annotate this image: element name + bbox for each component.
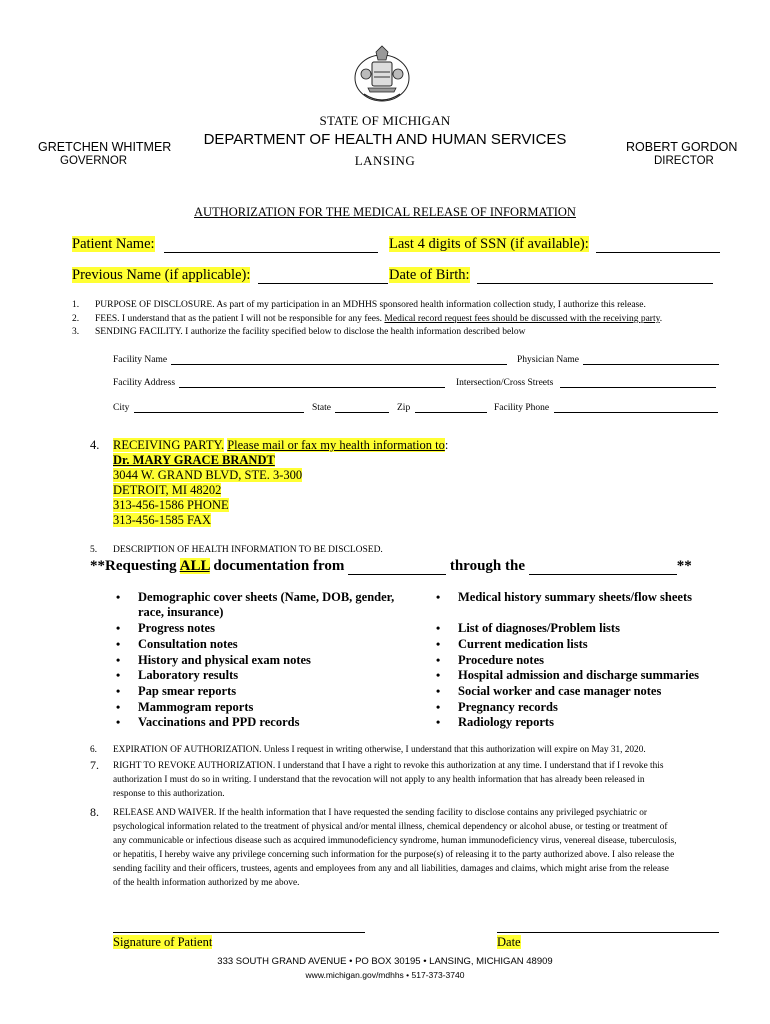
signature-field[interactable] — [113, 932, 365, 933]
item-2-text-underlined: Medical record request fees should be discussed with the receiving party — [384, 314, 660, 324]
receiving-phone: 313-456-1586 PHONE — [113, 498, 229, 512]
governor-name: GRETCHEN WHITMER — [38, 140, 172, 154]
bullet-dot-icon: • — [436, 684, 441, 698]
bullet-dot-icon: • — [116, 590, 121, 604]
form-title: AUTHORIZATION FOR THE MEDICAL RELEASE OF INFORMATION — [194, 205, 576, 219]
bullet-item: • Medical history summary sheets/flow sheets — [436, 590, 692, 604]
bullet-dot-icon: • — [116, 637, 121, 651]
item-2-num: 2. — [72, 314, 80, 324]
facility-phone-row — [494, 403, 718, 413]
intersection-row — [456, 378, 716, 388]
item-8-line: of the health information authorized by me above. — [113, 878, 300, 888]
state-label: State — [312, 403, 331, 413]
request-prefix: **Requesting — [90, 558, 180, 574]
left-bullet-list — [116, 590, 428, 740]
item-3-num: 3. — [72, 327, 80, 337]
receiving-party-instruction: Please mail or fax my health information to — [227, 438, 445, 452]
item-4-num: 4. — [90, 438, 100, 452]
facility-address-row — [113, 378, 445, 388]
item-6-num: 6. — [90, 745, 97, 755]
receiving-doctor-name: Dr. MARY GRACE BRANDT — [113, 453, 275, 467]
bullet-dot-icon: • — [116, 700, 121, 714]
item-2-text — [95, 314, 662, 324]
date-field[interactable] — [497, 932, 719, 933]
bullet-item: • Mammogram reports — [116, 700, 254, 714]
bullet-item: • Laboratory results — [116, 668, 239, 682]
zip-field[interactable] — [415, 412, 487, 413]
city-row — [113, 403, 304, 413]
city-field[interactable] — [134, 412, 304, 413]
ssn-field[interactable] — [596, 252, 720, 253]
previous-name-field[interactable] — [258, 283, 388, 284]
item-5-num: 5. — [90, 545, 98, 555]
previous-name-row — [72, 267, 388, 284]
director-name: ROBERT GORDON — [626, 140, 738, 154]
request-line — [90, 558, 692, 575]
item-1-text: PURPOSE OF DISCLOSURE. As part of my participation in an MDHHS sponsored health information collection study, I authorize this release. — [95, 300, 646, 310]
dob-field[interactable] — [477, 283, 713, 284]
patient-name-row — [72, 236, 378, 253]
item-3-text: SENDING FACILITY. I authorize the facility specified below to disclose the health information described below — [95, 327, 526, 337]
bullet-item: • Vaccinations and PPD records — [116, 715, 300, 729]
right-bullet-list — [436, 590, 748, 740]
receiving-party-line — [113, 438, 448, 453]
bullet-item: • Hospital admission and discharge summaries — [436, 668, 700, 682]
michigan-state-seal-icon — [346, 42, 418, 110]
item-8-text — [113, 806, 677, 890]
intersection-label: Intersection/Cross Streets — [456, 378, 554, 388]
city-label: City — [113, 403, 130, 413]
item-7-text — [113, 759, 663, 801]
footer-contact: www.michigan.gov/mdhhs • 517-373-3740 — [305, 970, 465, 980]
request-through-date-field[interactable] — [529, 574, 677, 575]
bullet-dot-icon: • — [436, 637, 441, 651]
department-heading: DEPARTMENT OF HEALTH AND HUMAN SERVICES — [203, 131, 567, 148]
item-8-line: psychological information related to the treatment of physical and/or mental illness, chemical dependency or alcohol abuse, or testing or treatment of — [113, 822, 668, 832]
bullet-item: • History and physical exam notes — [116, 653, 311, 667]
patient-name-label: Patient Name: — [72, 236, 155, 252]
physician-name-label: Physician Name — [517, 355, 580, 365]
facility-name-label: Facility Name — [113, 355, 168, 365]
footer-address: 333 SOUTH GRAND AVENUE • PO BOX 30195 • LANSING, MICHIGAN 48909 — [217, 956, 553, 967]
bullet-item: • Pap smear reports — [116, 684, 237, 698]
item-8-line: any communicable or infectious disease such as acquired immunodeficiency syndrome, human immunodeficiency virus, venereal disease, tuberculosis, — [113, 836, 677, 846]
receiving-party-block — [113, 438, 448, 528]
request-all: ALL — [179, 558, 210, 574]
item-7-line: RIGHT TO REVOKE AUTHORIZATION. I understand that I have a right to revoke this authorization at any time. I understand that if I revoke this — [113, 761, 664, 771]
state-field[interactable] — [335, 412, 389, 413]
bullet-item: • Pregnancy records — [436, 700, 558, 714]
item-7-line: authorization I must do so in writing. I understand that the revocation will not apply to any health information that has already been released in — [113, 775, 645, 785]
bullet-item: • Radiology reports — [436, 715, 554, 729]
request-from-date-field[interactable] — [348, 574, 446, 575]
receiving-fax: 313-456-1585 FAX — [113, 513, 212, 527]
bullet-dot-icon: • — [436, 700, 441, 714]
item-7-num: 7. — [90, 758, 99, 772]
bullet-dot-icon: • — [116, 668, 121, 682]
zip-row — [397, 403, 487, 413]
previous-name-label: Previous Name (if applicable): — [72, 267, 251, 283]
item-2-text-a: FEES. I understand that as the patient I will not be responsible for any fees. — [95, 314, 385, 324]
facility-phone-field[interactable] — [554, 412, 718, 413]
bullet-dot-icon: • — [116, 715, 121, 729]
physician-name-row — [517, 355, 719, 365]
request-suffix: ** — [676, 558, 692, 574]
date-label: Date — [497, 935, 521, 949]
bullet-item: • Current medication lists — [436, 637, 588, 651]
receiving-party-label: RECEIVING PARTY. — [113, 438, 225, 452]
bullet-item: • List of diagnoses/Problem lists — [436, 621, 620, 635]
item-5-text: DESCRIPTION OF HEALTH INFORMATION TO BE DISCLOSED. — [113, 545, 383, 555]
bullet-dot-icon: • — [116, 684, 121, 698]
dob-row — [389, 267, 713, 284]
request-from: documentation from — [209, 558, 345, 574]
bullet-item: • Procedure notes — [436, 653, 544, 667]
bullet-item: • Social worker and case manager notes — [436, 684, 662, 698]
zip-label: Zip — [397, 403, 411, 413]
item-8-line: RELEASE AND WAIVER. If the health information that I have requested the sending facility to disclose contains any privileged psychiatric or — [113, 808, 648, 818]
ssn-row — [389, 236, 720, 253]
bullet-dot-icon: • — [116, 653, 121, 667]
intersection-field[interactable] — [560, 387, 716, 388]
bullet-dot-icon: • — [436, 621, 441, 635]
dob-label: Date of Birth: — [389, 267, 470, 283]
facility-address-label: Facility Address — [113, 378, 176, 388]
receiving-party-colon: : — [444, 438, 449, 452]
item-8-line: sending facility and their officers, trustees, agents and employees from any and all liabilities, damages and claims, which might arise from the release — [113, 864, 669, 874]
item-1-num: 1. — [72, 300, 80, 310]
item-6-text: EXPIRATION OF AUTHORIZATION. Unless I request in writing otherwise, I understand that this authorization will expire on May 31, 2020. — [113, 745, 646, 755]
bullet-item: • Consultation notes — [116, 637, 238, 651]
director-title: DIRECTOR — [654, 155, 714, 167]
receiving-city: DETROIT, MI 48202 — [113, 483, 222, 497]
bullet-dot-icon: • — [436, 653, 441, 667]
item-8-line: or hepatitis, I hereby waive any privilege concerning such information for the purpose(s) of releasing it to the party authorized above. I also release the — [113, 850, 675, 860]
bullet-dot-icon: • — [116, 621, 121, 635]
receiving-street: 3044 W. GRAND BLVD, STE. 3-300 — [113, 468, 303, 482]
bullet-dot-icon: • — [436, 668, 441, 682]
request-through: through the — [449, 558, 525, 574]
facility-name-row — [113, 355, 507, 365]
bullet-item-continuation: race, insurance) — [138, 605, 224, 619]
bullet-item: • Demographic cover sheets (Name, DOB, gender, — [116, 590, 395, 604]
bullet-dot-icon: • — [436, 715, 441, 729]
physician-name-field[interactable] — [583, 364, 719, 365]
ssn-label: Last 4 digits of SSN (if available): — [389, 236, 589, 252]
state-row — [312, 403, 389, 413]
item-2-text-c: . — [659, 314, 663, 324]
state-heading: STATE OF MICHIGAN — [319, 113, 451, 128]
facility-address-field[interactable] — [179, 387, 445, 388]
governor-title: GOVERNOR — [60, 155, 128, 167]
bullet-item: • Progress notes — [116, 621, 215, 635]
facility-name-field[interactable] — [171, 364, 507, 365]
city-heading: LANSING — [354, 153, 416, 168]
bullet-dot-icon: • — [436, 590, 441, 604]
item-8-num: 8. — [90, 805, 99, 819]
patient-name-field[interactable] — [164, 252, 378, 253]
facility-phone-label: Facility Phone — [494, 403, 550, 413]
item-7-line: response to this authorization. — [113, 789, 225, 799]
signature-label: Signature of Patient — [113, 935, 213, 949]
